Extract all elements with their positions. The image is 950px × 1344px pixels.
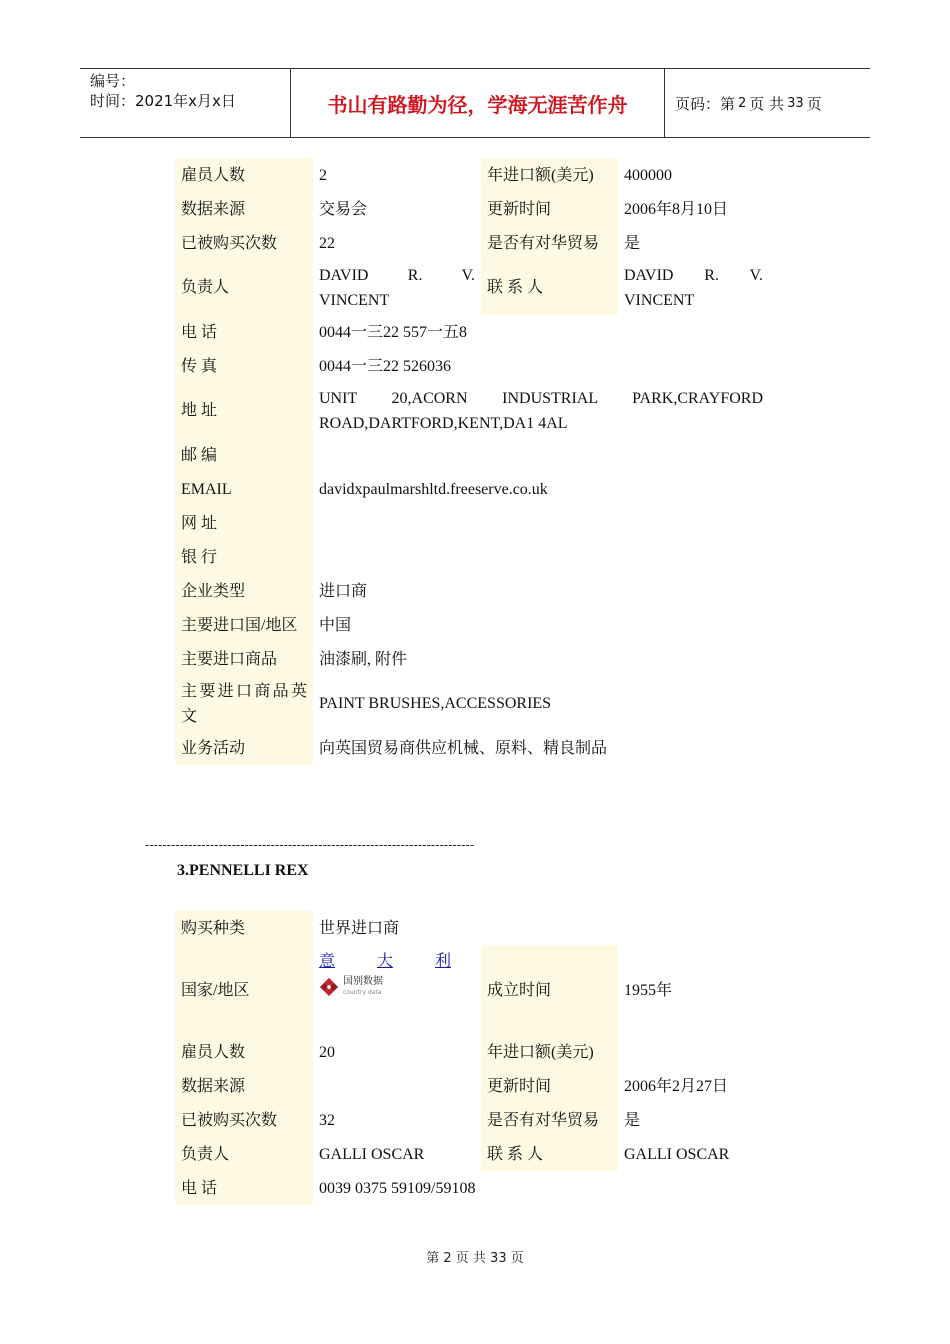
table-row: 负责人 GALLI OSCAR 联 系 人 GALLI OSCAR	[175, 1137, 769, 1171]
section-title: 3.PENNELLI REX	[177, 862, 309, 879]
table-row: 数据来源 更新时间 2006年2月27日	[175, 1069, 769, 1103]
table-row: 电 话 0044一三22 557一五8	[175, 315, 769, 349]
table-row: 银 行	[175, 540, 769, 574]
table-row: 已被购买次数 32 是否有对华贸易 是	[175, 1103, 769, 1137]
header-meta	[80, 69, 291, 137]
company3-info-table	[175, 911, 769, 1205]
table-row: 传 真 0044一三22 526036	[175, 349, 769, 383]
country-cell	[313, 945, 481, 1035]
total-pages: 33	[787, 95, 804, 111]
table-row: 主要进口商品 油漆刷, 附件	[175, 642, 769, 676]
table-row: 雇员人数 2 年进口额(美元) 400000	[175, 158, 769, 192]
table-row: 网 址	[175, 506, 769, 540]
doc-number-label: 编号：	[90, 72, 136, 90]
country-data-logo: 国别数据 country data	[319, 976, 475, 998]
table-row: 电 话 0039 0375 59109/59108	[175, 1171, 769, 1205]
table-row: 负责人 DAVID R. V. VINCENT 联 系 人 DAVID R. V. VINCENT	[175, 260, 769, 315]
company2-info-table	[175, 158, 769, 765]
table-row: 数据来源 交易会 更新时间 2006年8月10日	[175, 192, 769, 226]
table-row: 国家/地区 意 大 利 国别数据 country data 成立时间 1955年	[175, 945, 769, 1035]
current-page: 2	[738, 95, 747, 111]
table-row: 业务活动 向英国贸易商供应机械、原料、精良制品	[175, 731, 769, 765]
table-row: 已被购买次数 22 是否有对华贸易 是	[175, 226, 769, 260]
table-row: 购买种类 世界进口商	[175, 911, 769, 945]
table-row: 邮 编	[175, 438, 769, 472]
country-link[interactable]: 意 大 利	[319, 953, 451, 970]
table-row: 主要进口国/地区 中国	[175, 608, 769, 642]
section-separator: ----------------------------------------------------------------------------	[145, 838, 475, 852]
table-row: 雇员人数 20 年进口额(美元)	[175, 1035, 769, 1069]
page-header	[80, 68, 870, 138]
table-row: 企业类型 进口商	[175, 574, 769, 608]
table-row: 地 址 UNIT 20,ACORN INDUSTRIAL PARK,CRAYFORD ROAD,DARTFORD,KENT,DA1 4AL	[175, 383, 769, 438]
doc-date: 时间：2021年x月x日	[90, 92, 236, 110]
header-page-indicator: 页码：第 2 页 共 33 页	[675, 94, 822, 113]
table-row: 主要进口商品英文 PAINT BRUSHES,ACCESSORIES	[175, 676, 769, 731]
country-data-logo-icon	[319, 977, 339, 997]
page-footer: 第 2 页 共 33 页	[426, 1251, 524, 1266]
header-motto: 书山有路勤为径，学海无涯苦作舟	[291, 69, 665, 137]
table-row: EMAIL davidxpaulmarshltd.freeserve.co.uk	[175, 472, 769, 506]
